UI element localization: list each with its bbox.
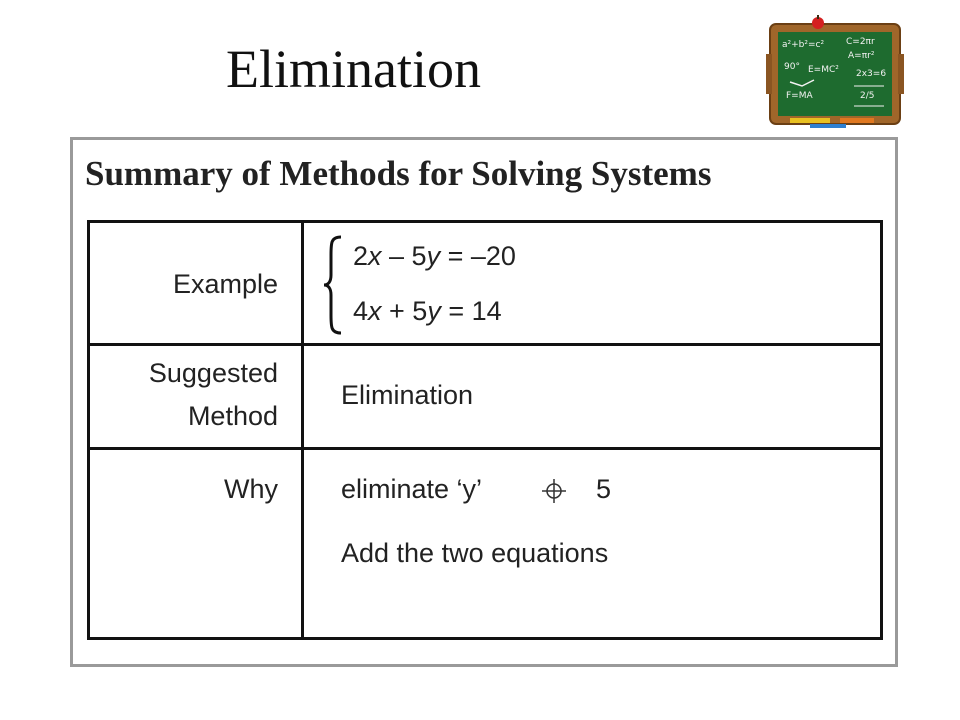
crosshair-icon: [541, 478, 567, 504]
column-divider: [301, 223, 304, 637]
why-line1-value: 5: [596, 474, 612, 504]
row-divider: [90, 447, 880, 450]
chalkboard-icon: [760, 14, 910, 136]
why-label: Why: [224, 474, 278, 504]
formula-text: 2/5: [860, 91, 875, 101]
formula-text: 90°: [784, 62, 800, 72]
formula-text: E=MC²: [808, 65, 839, 75]
method-label-line1: Suggested: [148, 358, 278, 388]
equation-1: 2x – 5y = –20: [353, 241, 516, 271]
why-line1-text: eliminate ‘y’: [341, 474, 483, 504]
formula-text: F=MA: [786, 91, 813, 101]
summary-panel: [70, 137, 898, 667]
why-line2: Add the two equations: [341, 538, 609, 568]
formula-text: a²+b²=c²: [782, 40, 825, 50]
formula-text: A=πr²: [848, 51, 875, 61]
slide-title: Elimination: [226, 39, 481, 99]
method-label-line2: Method: [187, 401, 278, 431]
methods-table: [87, 220, 883, 640]
method-value: Elimination: [341, 380, 474, 410]
equation-2: 4x + 5y = 14: [353, 296, 502, 326]
formula-text: 2x3=6: [856, 69, 887, 79]
formula-text: C=2πr: [846, 37, 875, 47]
panel-heading: Summary of Methods for Solving Systems: [85, 154, 712, 193]
row-divider: [90, 343, 880, 346]
left-brace-icon: [322, 235, 344, 335]
example-label: Example: [172, 269, 278, 299]
